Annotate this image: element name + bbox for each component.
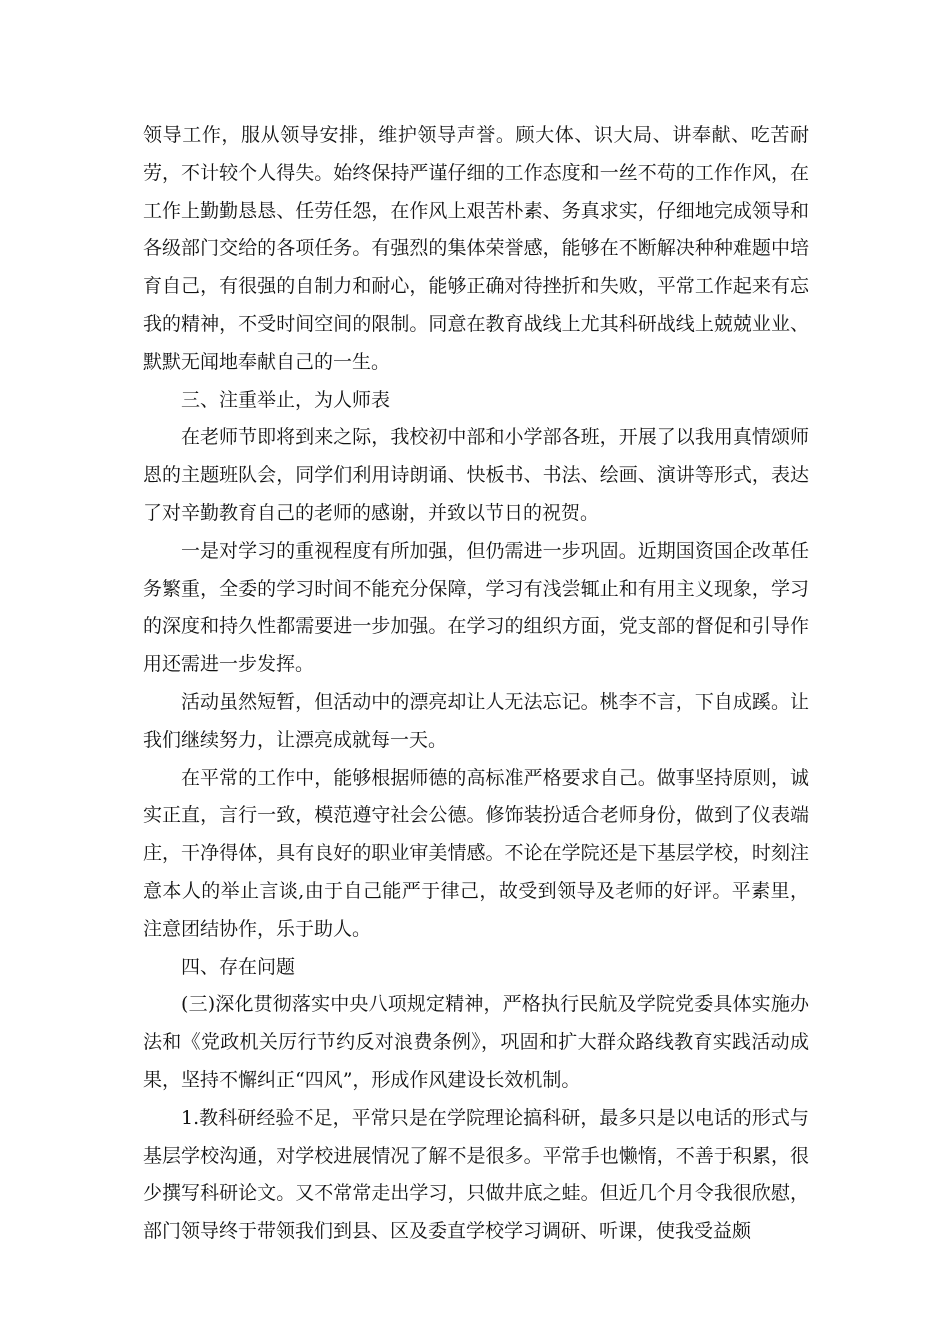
section-heading-3: 三、注重举止，为人师表 <box>181 388 391 411</box>
paragraph-4: 活动虽然短暂，但活动中的漂亮却让人无法忘记。桃李不言，下自成蹊。让我们继续努力，让漂亮成就每一天。 <box>143 690 809 751</box>
paragraph-3: 一是对学习的重视程度有所加强，但仍需进一步巩固。近期国资国企改革任务繁重，全委的学习时间不能充分保障，学习有浅尝辄止和有用主义现象，学习的深度和持久性都需要进一步加强。在学习的组织方面，党支部的督促和引导作用还需进一步发挥。 <box>143 539 809 676</box>
paragraph-5: 在平常的工作中，能够根据师德的高标准严格要求自己。做事坚持原则，诚实正直，言行一致，模范遵守社会公德。修饰装扮适合老师身份，做到了仪表端庄，干净得体，具有良好的职业审美情感。不论在学院还是下基层学校，时刻注意本人的举止言谈,由于自己能严于律己，故受到领导及老师的好评。平素里，注意团结协作，乐于助人。 <box>143 766 809 940</box>
paragraph-2: 在老师节即将到来之际，我校初中部和小学部各班，开展了以我用真情颂师恩的主题班队会，同学们利用诗朗诵、快板书、书法、绘画、演讲等形式，表达了对辛勤教育自己的老师的感谢，并致以节日的祝贺。 <box>143 426 809 524</box>
document-body <box>143 117 809 1251</box>
paragraph-1: 领导工作，服从领导安排，维护领导声誉。顾大体、识大局、讲奉献、吃苦耐劳，不计较个人得失。始终保持严谨仔细的工作态度和一丝不苟的工作作风，在工作上勤勤恳恳、任劳任怨，在作风上艰苦朴素、务真求实，仔细地完成领导和各级部门交给的各项任务。有强烈的集体荣誉感，能够在不断解决种种难题中培育自己，有很强的自制力和耐心，能够正确对待挫折和失败，平常工作起来有忘我的精神，不受时间空间的限制。同意在教育战线上尤其科研战线上兢兢业业、默默无闻地奉献自己的一生。 <box>143 124 809 373</box>
section-heading-4: 四、存在问题 <box>181 955 296 978</box>
paragraph-7: 1.教科研经验不足，平常只是在学院理论搞科研，最多只是以电话的形式与基层学校沟通，对学校进展情况了解不是很多。平常手也懒惰，不善于积累，很少撰写科研论文。又不常常走出学习，只做井底之蛙。但近几个月令我很欣慰，部门领导终于带领我们到县、区及委直学校学习调研、听课，使我受益颇 <box>143 1106 809 1243</box>
paragraph-6: (三)深化贯彻落实中央八项规定精神，严格执行民航及学院党委具体实施办法和《党政机关厉行节约反对浪费条例》，巩固和扩大群众路线教育实践活动成果，坚持不懈纠正“四风”，形成作风建设长效机制。 <box>143 993 809 1091</box>
